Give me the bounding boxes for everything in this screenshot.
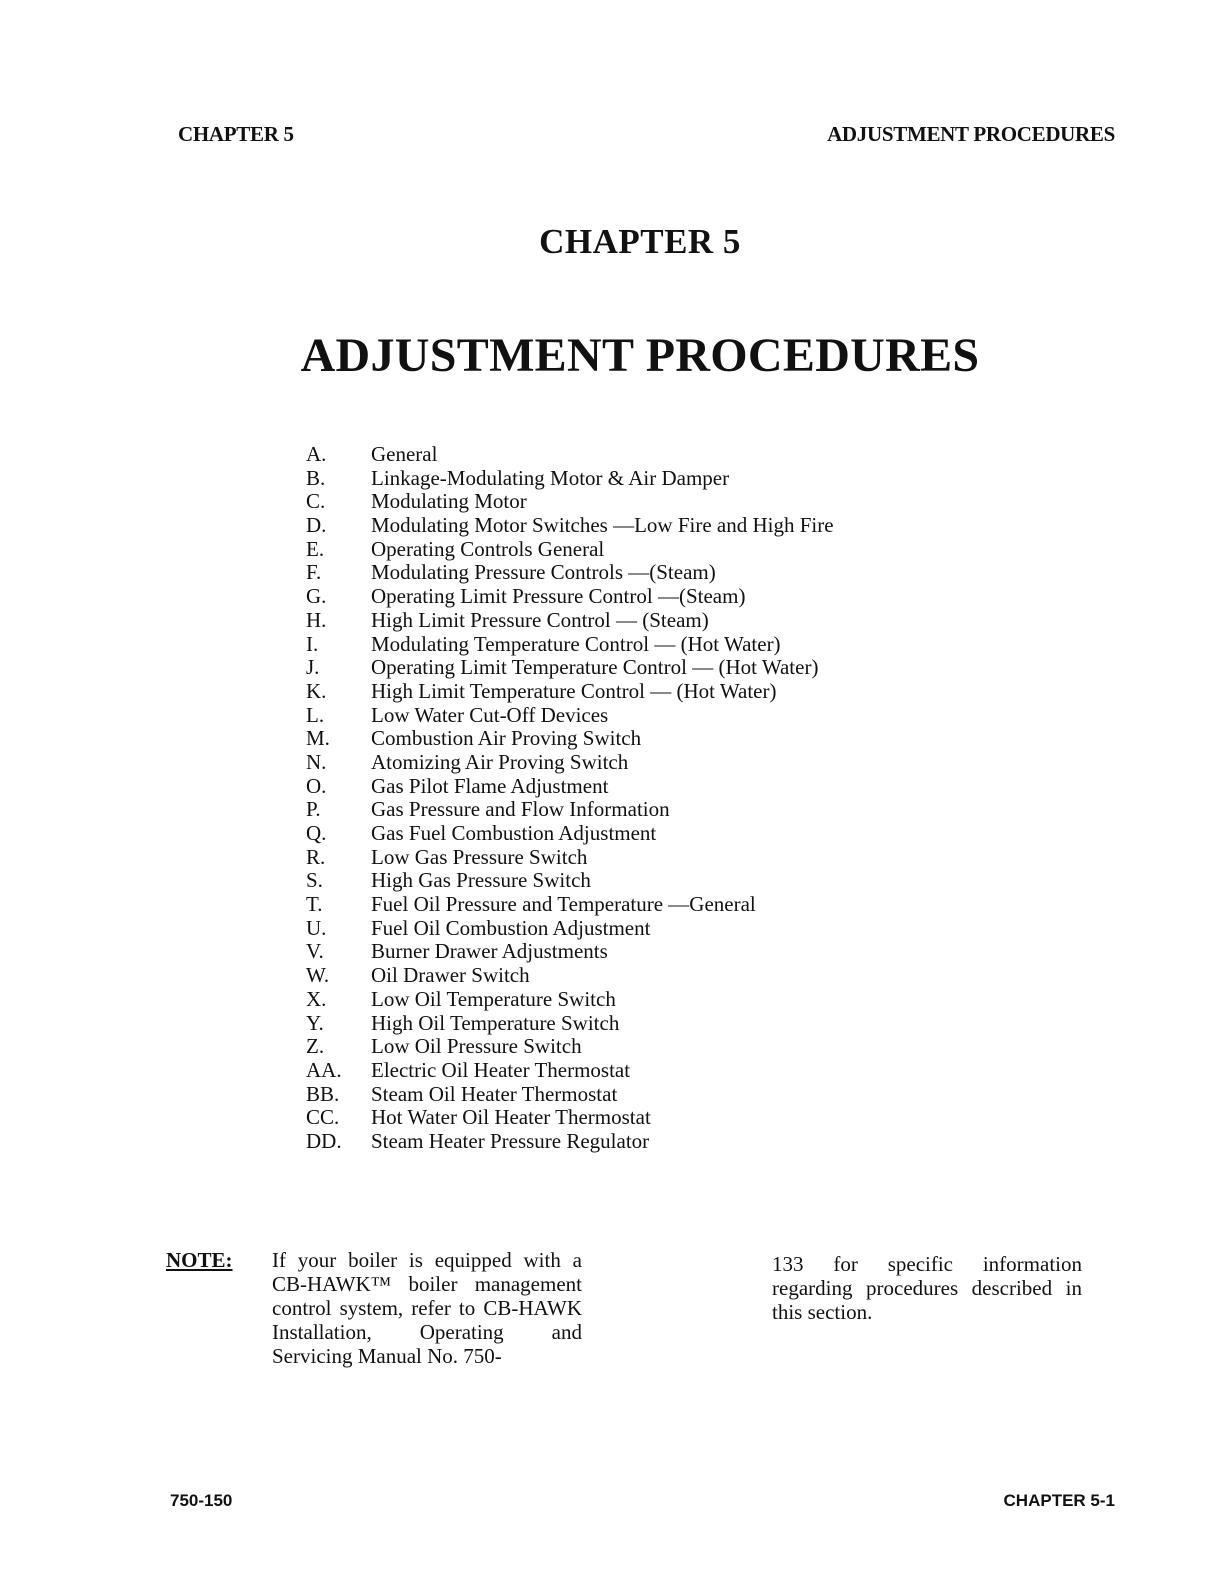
- toc-item-letter: A.: [306, 442, 327, 466]
- toc-item-label: Modulating Temperature Control — (Hot Water): [371, 631, 781, 656]
- running-header-right: ADJUSTMENT PROCEDURES: [827, 122, 1115, 146]
- toc-item-letter: L.: [306, 702, 325, 727]
- toc-item-letter: X.: [306, 986, 327, 1011]
- note-text-column-1: If your boiler is equipped with a CB-HAWK™ boiler management control system, refer to CB-HAWK Installation, Operating and Servicing Manual No. 750-: [272, 1248, 582, 1368]
- toc-item: [306, 633, 834, 657]
- toc-item: [306, 893, 834, 917]
- toc-item: [306, 846, 834, 870]
- toc-item-label: Burner Drawer Adjustments: [371, 939, 608, 964]
- toc-item-label: Operating Limit Pressure Control —(Steam): [371, 584, 746, 609]
- toc-item-label: High Oil Temperature Switch: [371, 1010, 620, 1035]
- toc-item-letter: S.: [306, 868, 323, 893]
- toc-item: [306, 1059, 834, 1083]
- toc-item-label: Modulating Motor Switches —Low Fire and High Fire: [371, 513, 834, 538]
- toc-item-letter: K.: [306, 678, 327, 703]
- footer-page-number: CHAPTER 5-1: [1003, 1491, 1115, 1510]
- toc-item-label: Low Oil Pressure Switch: [371, 1034, 582, 1059]
- toc-item-label: Gas Fuel Combustion Adjustment: [371, 821, 657, 845]
- toc-item-letter: DD.: [306, 1128, 342, 1153]
- toc-item-label: Fuel Oil Pressure and Temperature —General: [371, 892, 756, 917]
- toc-item-label: Modulating Pressure Controls —(Steam): [371, 560, 716, 585]
- toc-item: [306, 751, 834, 775]
- toc-item: [306, 988, 834, 1012]
- note-label: NOTE:: [166, 1248, 233, 1272]
- toc-item: [306, 822, 834, 846]
- toc-item: [306, 585, 834, 609]
- toc-item-label: General: [371, 442, 438, 466]
- toc-item: [306, 609, 834, 633]
- toc-item: [306, 490, 834, 514]
- toc-item: [306, 656, 834, 680]
- toc-item-letter: W.: [306, 963, 330, 988]
- toc-item-label: Fuel Oil Combustion Adjustment: [371, 915, 651, 940]
- toc-item: [306, 443, 834, 467]
- toc-item: [306, 798, 834, 822]
- toc-item-letter: V.: [306, 939, 324, 964]
- toc-item: [306, 704, 834, 728]
- toc-item-label: Low Oil Temperature Switch: [371, 986, 616, 1011]
- toc-item: [306, 940, 834, 964]
- toc-item: [306, 561, 834, 585]
- toc-item-label: Gas Pressure and Flow Information: [371, 797, 670, 822]
- toc-item: [306, 1106, 834, 1130]
- toc-item: [306, 775, 834, 799]
- toc-item-letter: B.: [306, 465, 326, 490]
- toc-item-label: Steam Heater Pressure Regulator: [371, 1128, 650, 1153]
- toc-item-letter: C.: [306, 489, 326, 514]
- toc-item-letter: J.: [306, 655, 320, 680]
- toc-item: [306, 964, 834, 988]
- toc-item-label: Combustion Air Proving Switch: [371, 726, 642, 751]
- toc-item-letter: T.: [306, 892, 323, 917]
- toc-item-label: Oil Drawer Switch: [371, 963, 530, 988]
- toc-item-letter: H.: [306, 607, 327, 632]
- toc-item-letter: Y.: [306, 1010, 324, 1035]
- toc-item-letter: P.: [306, 797, 321, 822]
- chapter-heading: CHAPTER 5: [539, 222, 741, 261]
- toc-item-letter: G.: [306, 584, 327, 609]
- toc-item-letter: I.: [306, 631, 319, 656]
- toc-item: [306, 1130, 834, 1154]
- table-of-contents: [306, 443, 834, 1154]
- running-header-left: CHAPTER 5: [178, 122, 294, 146]
- toc-item-label: Linkage-Modulating Motor & Air Damper: [371, 465, 730, 490]
- toc-item: [306, 727, 834, 751]
- page-title: ADJUSTMENT PROCEDURES: [300, 329, 980, 382]
- toc-item-letter: O.: [306, 773, 327, 798]
- toc-item-label: Steam Oil Heater Thermostat: [371, 1081, 618, 1106]
- note-text-column-2: 133 for specific information regarding procedures described in this section.: [772, 1252, 1082, 1324]
- toc-item-label: Modulating Motor: [371, 489, 527, 514]
- toc-item-label: Hot Water Oil Heater Thermostat: [371, 1105, 651, 1130]
- toc-item-letter: Q.: [306, 821, 327, 845]
- toc-item-letter: D.: [306, 513, 327, 538]
- toc-item: [306, 538, 834, 562]
- toc-item: [306, 869, 834, 893]
- toc-item: [306, 917, 834, 941]
- toc-item: [306, 1035, 834, 1059]
- toc-item-letter: R.: [306, 844, 326, 869]
- toc-item-letter: Z.: [306, 1034, 325, 1059]
- toc-item: [306, 1083, 834, 1107]
- toc-item: [306, 680, 834, 704]
- toc-item-letter: U.: [306, 915, 327, 940]
- toc-item-letter: N.: [306, 749, 327, 774]
- toc-item-letter: F.: [306, 560, 322, 585]
- toc-item-label: Atomizing Air Proving Switch: [371, 749, 629, 774]
- toc-item-letter: BB.: [306, 1081, 340, 1106]
- toc-item: [306, 467, 834, 491]
- toc-item: [306, 514, 834, 538]
- toc-item-label: Operating Limit Temperature Control — (Hot Water): [371, 655, 819, 680]
- toc-item-label: Low Gas Pressure Switch: [371, 844, 588, 869]
- toc-item-letter: M.: [306, 726, 330, 751]
- toc-item-label: Operating Controls General: [371, 536, 605, 561]
- toc-item-label: Gas Pilot Flame Adjustment: [371, 773, 609, 798]
- toc-item: [306, 1012, 834, 1036]
- toc-item-label: Electric Oil Heater Thermostat: [371, 1057, 631, 1082]
- toc-item-label: High Gas Pressure Switch: [371, 868, 591, 893]
- toc-item-letter: E.: [306, 536, 325, 561]
- toc-item-label: Low Water Cut-Off Devices: [371, 702, 609, 727]
- toc-item-letter: CC.: [306, 1105, 340, 1130]
- toc-item-letter: AA.: [306, 1057, 342, 1082]
- toc-item-label: High Limit Pressure Control — (Steam): [371, 607, 709, 632]
- toc-item-label: High Limit Temperature Control — (Hot Water): [371, 678, 777, 703]
- footer-document-number: 750-150: [170, 1491, 233, 1510]
